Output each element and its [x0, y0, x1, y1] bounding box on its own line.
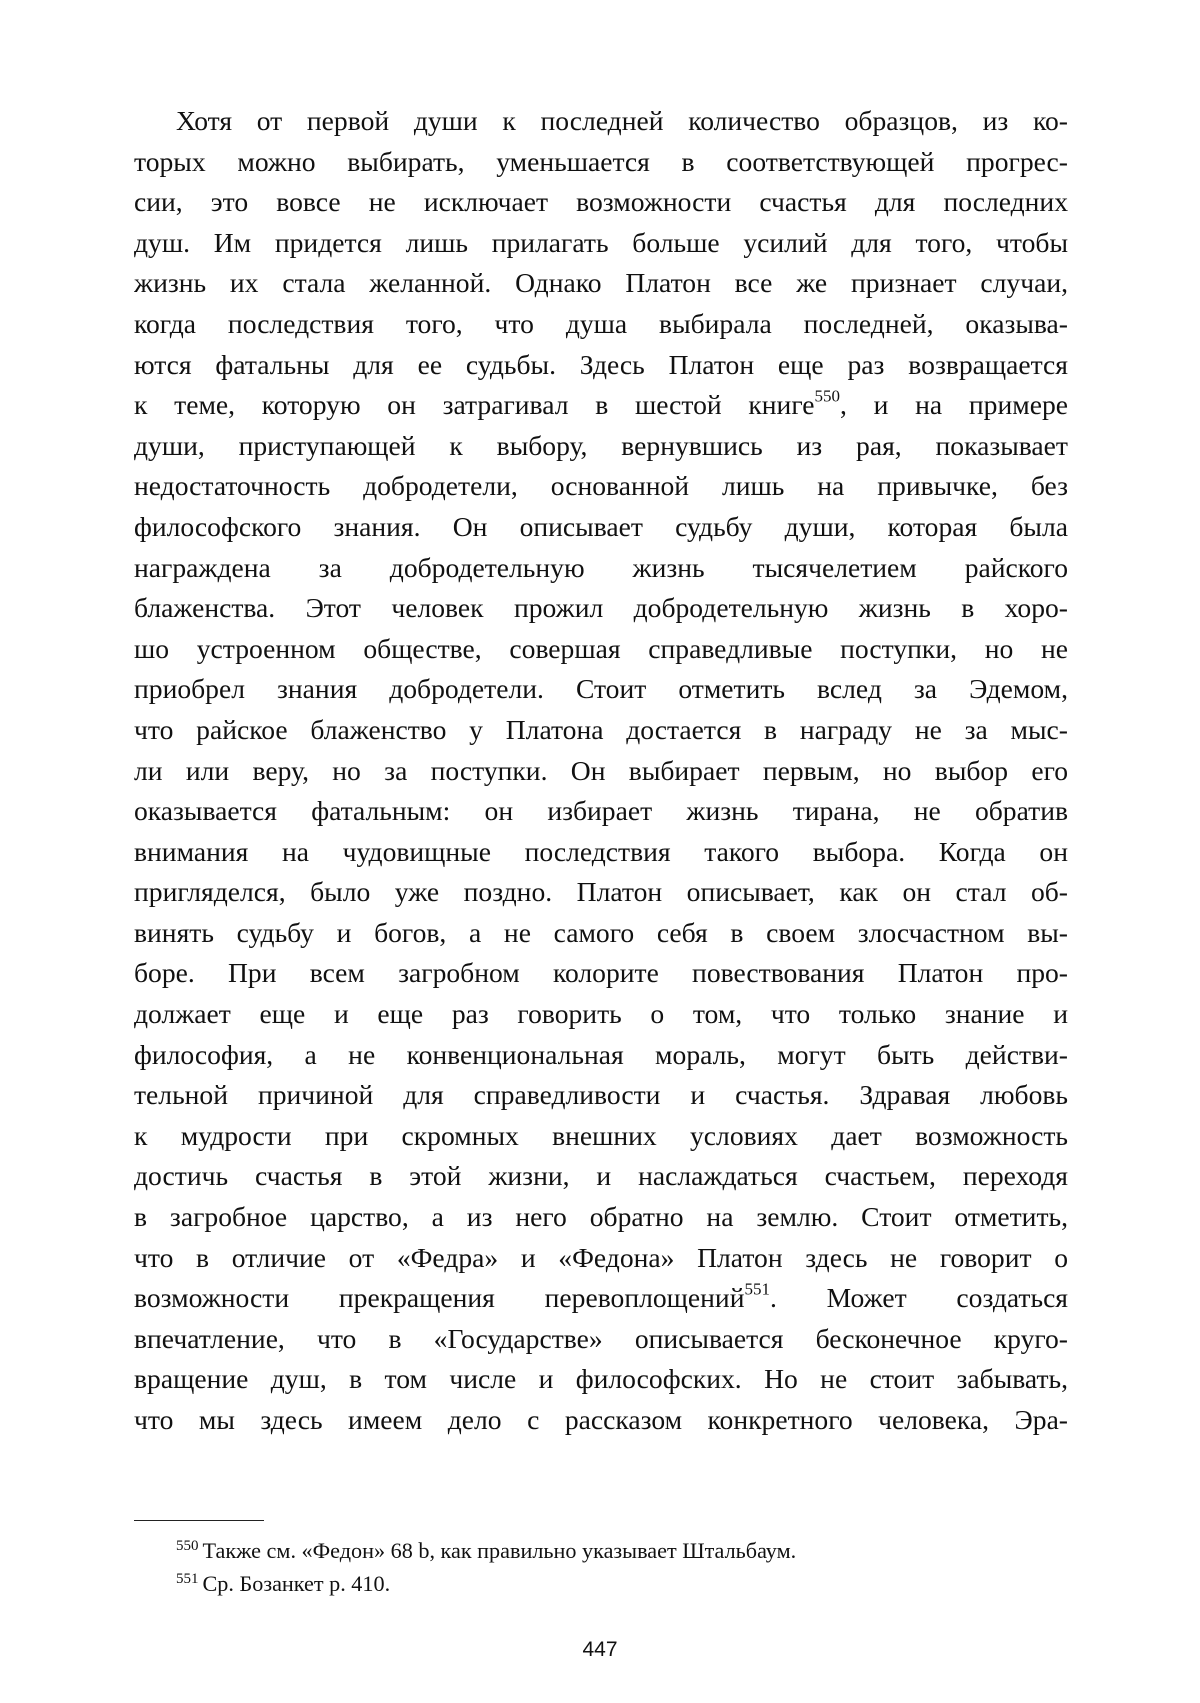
- text-line: тельной причиной для справедливости и счастья. Здравая любовь: [134, 1079, 1068, 1111]
- page-number: 447: [582, 1638, 618, 1661]
- text-line: сии, это вовсе не исключает возможности счастья для последних: [134, 186, 1068, 218]
- body-text: [134, 101, 1068, 1441]
- footnote-ref-550[interactable]: 550: [814, 386, 841, 406]
- text-line: когда последствия того, что душа выбирала последней, оказыва-: [134, 307, 1068, 339]
- text-line-with-footnote-550: [134, 385, 1068, 426]
- text-line: награждена за добродетельную жизнь тысячелетием райского: [134, 551, 1068, 583]
- text-line: ются фатальны для ее судьбы. Здесь Платон еще раз возвращается: [134, 348, 1068, 380]
- footnote-number: 550: [176, 1537, 199, 1554]
- text-segment: , и на примере: [840, 389, 1068, 421]
- text-line: ли или веру, но за поступки. Он выбирает первым, но выбор его: [134, 754, 1068, 786]
- text-line: философского знания. Он описывает судьбу души, которая была: [134, 510, 1068, 542]
- text-line: достичь счастья в этой жизни, и наслаждаться счастьем, переходя: [134, 1160, 1068, 1192]
- footnote-divider: [134, 1520, 264, 1521]
- text-line: что райское блаженство у Платона достается в награду не за мыс-: [134, 713, 1068, 745]
- footnote-text: Ср. Бозанкет р. 410.: [202, 1571, 391, 1596]
- text-line: к мудрости при скромных внешних условиях дает возможность: [134, 1119, 1068, 1151]
- footnote-ref-551[interactable]: 551: [744, 1279, 770, 1299]
- text-line: винять судьбу и богов, а не самого себя в своем злосчастном вы-: [134, 916, 1068, 948]
- text-segment: возможности прекращения перевоплощений: [134, 1282, 745, 1314]
- text-line: недостаточность добродетели, основанной лишь на привычке, без: [134, 470, 1068, 502]
- text-line: блаженства. Этот человек прожил добродетельную жизнь в хоро-: [134, 592, 1068, 624]
- text-line: что мы здесь имеем дело с рассказом конкретного человека, Эра-: [134, 1404, 1068, 1435]
- text-line: философия, а не конвенциональная мораль, могут быть действи-: [134, 1038, 1068, 1070]
- text-line: шо устроенном обществе, совершая справедливые поступки, но не: [134, 632, 1068, 664]
- text-line: боре. При всем загробном колорите повествования Платон про-: [134, 957, 1068, 989]
- text-line: в загробное царство, а из него обратно на землю. Стоит отметить,: [134, 1201, 1068, 1233]
- text-line: торых можно выбирать, уменьшается в соответствующей прогрес-: [134, 145, 1068, 177]
- text-segment: к теме, которую он затрагивал в шестой книге: [134, 389, 815, 421]
- text-line: приобрел знания добродетели. Стоит отметить вслед за Эдемом,: [134, 673, 1068, 705]
- text-line: что в отличие от «Федра» и «Федона» Платон здесь не говорит о: [134, 1241, 1068, 1273]
- text-line: вращение душ, в том числе и философских. Но не стоит забывать,: [134, 1363, 1068, 1395]
- footnote-551: [134, 1567, 1068, 1600]
- text-line: должает еще и еще раз говорить о том, что только знание и: [134, 998, 1068, 1030]
- text-segment: . Может создаться: [769, 1282, 1068, 1314]
- text-line: Хотя от первой души к последней количество образцов, из ко-: [176, 105, 1068, 136]
- text-line: пригляделся, было уже поздно. Платон описывает, как он стал об-: [134, 876, 1068, 908]
- text-line-with-footnote-551: [134, 1278, 1068, 1319]
- footnote-number: 551: [176, 1570, 199, 1587]
- footnote-text: Также см. «Федон» 68 b, как правильно указывает Штальбаум.: [202, 1538, 797, 1563]
- text-line: оказывается фатальным: он избирает жизнь тирана, не обратив: [134, 795, 1068, 827]
- text-line: жизнь их стала желанной. Однако Платон все же признает случаи,: [134, 267, 1068, 299]
- footnotes: [134, 1534, 1068, 1600]
- text-line: внимания на чудовищные последствия такого выбора. Когда он: [134, 835, 1068, 867]
- text-line: впечатление, что в «Государстве» описывается бесконечное круго-: [134, 1322, 1068, 1354]
- text-line: душ. Им придется лишь прилагать больше усилий для того, чтобы: [134, 226, 1068, 258]
- text-line: души, приступающей к выбору, вернувшись из рая, показывает: [134, 429, 1068, 461]
- footnote-550: [134, 1534, 1068, 1567]
